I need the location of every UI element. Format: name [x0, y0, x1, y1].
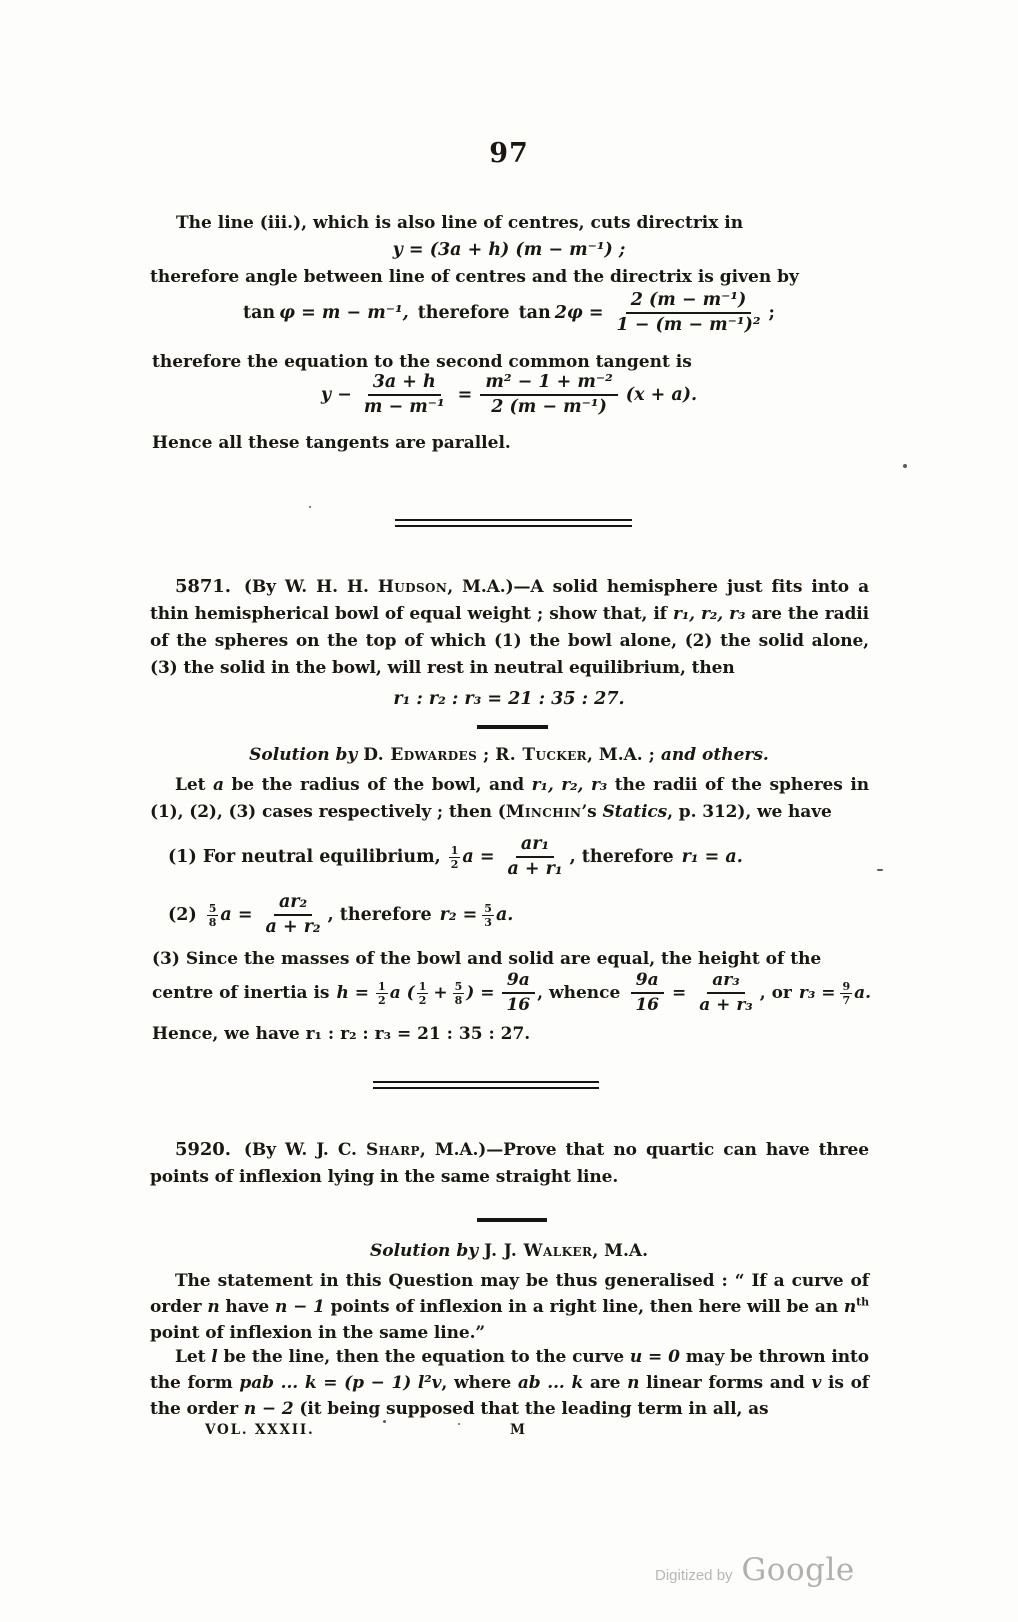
var-n-2: n: [843, 1297, 857, 1317]
equals-sign: =: [457, 385, 473, 405]
eq2-fraction: [261, 892, 326, 938]
mini-numerator: 1: [418, 979, 427, 993]
eq3-result-a: a.: [854, 983, 872, 1003]
fraction-numerator: ar₂: [274, 892, 312, 916]
text-d: point of inflexion in the same line.”: [150, 1323, 486, 1343]
text-a: Let: [175, 1347, 212, 1367]
fraction-denominator: 2 (m − m⁻¹): [491, 397, 607, 417]
eq2-lead: (2): [168, 905, 197, 925]
th-superscript: th: [856, 1295, 869, 1309]
eq3-a-paren: a (: [389, 983, 415, 1003]
section-divider: [395, 519, 632, 527]
ratio-equation: r₁ : r₂ : r₃ = 21 : 35 : 27.: [393, 689, 625, 709]
var-n: n: [627, 1373, 640, 1393]
signature-mark: M: [510, 1422, 525, 1438]
eq1-therefore: , therefore: [569, 847, 674, 867]
eq2-therefore: , therefore: [327, 905, 432, 925]
eq1-result: r₁ = a.: [681, 847, 743, 867]
text-f: linear forms and: [639, 1373, 812, 1393]
solver-name-2: R. Tucker: [495, 745, 588, 765]
mini-numerator: 9: [842, 979, 851, 993]
section-divider: [373, 1081, 599, 1089]
text-a: Let: [175, 775, 213, 795]
byline-prefix: (By W. H. H.: [243, 577, 378, 597]
mini-denominator: 2: [378, 993, 386, 1007]
fraction-denominator: 16: [506, 995, 531, 1015]
solution-by-label: Solution by: [249, 745, 364, 765]
problem-5920: [150, 1136, 869, 1191]
nine-sevenths-fraction: [840, 981, 852, 1006]
equation-3-line-2: [152, 968, 871, 1018]
page-number: 97: [489, 138, 529, 169]
and-others-label: and others.: [660, 745, 769, 765]
solution-5871-paragraph: [150, 772, 869, 826]
minchin-name: Minchin: [505, 802, 582, 822]
var-l: l: [211, 1347, 218, 1367]
eq3-h-equals: h =: [336, 983, 370, 1003]
mini-numerator: 1: [378, 979, 386, 993]
fraction-numerator: 2 (m − m⁻¹): [626, 290, 752, 314]
author-name: Sharp: [365, 1140, 420, 1160]
intro-line-2: therefore angle between line of centres and the directrix is given by: [150, 267, 799, 287]
one-half-fraction-2: [417, 981, 429, 1006]
fraction-numerator: ar₃: [707, 970, 744, 994]
text-b: be the line, then the equation to the curve: [217, 1347, 630, 1367]
var-a: a: [212, 775, 224, 795]
fraction-numerator: 9a: [631, 970, 664, 994]
radii-variables: r₁, r₂, r₃: [531, 775, 608, 795]
solution-by-label: Solution by: [369, 1241, 485, 1261]
nine-a-sixteenths-2: [630, 970, 664, 1016]
text-c: points of inflexion in a right line, then here will be an: [324, 1297, 844, 1317]
directrix-equation: y = (3a + h) (m − m⁻¹) ;: [392, 240, 626, 260]
fraction-denominator: m − m⁻¹: [363, 397, 445, 417]
mini-denominator: 2: [450, 857, 459, 871]
text-b: have: [219, 1297, 275, 1317]
digitized-by-label: Digitized by: [655, 1567, 733, 1584]
expr-abk: ab ... k: [517, 1373, 584, 1393]
mini-denominator: 2: [418, 993, 427, 1007]
fraction-1: [359, 372, 450, 418]
text-e: are: [583, 1373, 628, 1393]
text-b: be the radius of the bowl, and: [223, 775, 532, 795]
semicolon: ;: [768, 303, 776, 323]
tan-fraction: [612, 290, 766, 336]
fraction-numerator: 9a: [502, 970, 535, 994]
five-thirds-fraction: [482, 903, 494, 928]
fraction-numerator: m² − 1 + m⁻²: [480, 372, 617, 396]
equals-sign: =: [672, 983, 687, 1003]
google-logo: Google: [741, 1552, 855, 1588]
solution-5920-heading: [0, 1238, 1018, 1265]
text-g: is of the order: [150, 1373, 870, 1419]
eq3-whence: , whence: [537, 983, 621, 1003]
eq1-a-equals: a =: [462, 847, 495, 867]
expr-u-0: u = 0: [629, 1347, 680, 1367]
text-d: ’s: [581, 802, 603, 822]
equation-1: [168, 832, 743, 882]
eq1-lead: (1) For neutral equilibrium,: [168, 847, 441, 867]
fraction-numerator: ar₁: [516, 834, 554, 858]
solution-rule: [477, 1218, 547, 1222]
expr-n-minus-1: n − 1: [274, 1297, 325, 1317]
five-eighths-fraction: [207, 903, 219, 928]
tan-expr-2: 2φ =: [554, 303, 604, 323]
problem-text-a: , M.A.)—A solid hemisphere just fits into a thin hemispherical bowl of equal weight ; show that, if: [150, 577, 869, 624]
fraction-denominator: a + r₁: [507, 859, 563, 879]
mini-numerator: 5: [208, 901, 217, 915]
solution-rule: [477, 725, 548, 729]
text-d: , where: [441, 1373, 518, 1393]
intro-line-4: Hence all these tangents are parallel.: [152, 433, 511, 453]
eq1-fraction: [503, 834, 568, 880]
text-h: (it being supposed that the leading term in all, as: [293, 1399, 769, 1419]
eq3-or: , or: [759, 983, 792, 1003]
fraction-denominator: 16: [635, 995, 659, 1015]
scan-speck: [877, 869, 883, 871]
mini-numerator: 5: [454, 979, 463, 993]
problem-text-b: are the radii of the spheres on the top of which (1) the bowl alone, (2) the solid alone, (3) the solid in the bowl, will rest in neutral equilibrium, then: [150, 604, 869, 678]
tangent-equation: [0, 366, 1018, 424]
expr-form: pab ... k = (p − 1) l²v: [239, 1373, 442, 1393]
var-n: n: [207, 1297, 220, 1317]
solution-5920-paragraph-2: [150, 1344, 869, 1422]
text-a: The statement in this Question may be thus generalised : “ If a curve of order: [150, 1271, 869, 1317]
var-v: v: [811, 1373, 822, 1393]
equation-3-line-1: (3) Since the masses of the bowl and solid are equal, the height of the: [152, 949, 822, 969]
therefore-word: therefore: [417, 303, 510, 323]
tan-word: tan: [242, 303, 276, 323]
mini-denominator: 8: [454, 993, 463, 1007]
intro-line-1: The line (iii.), which is also line of centres, cuts directrix in: [176, 213, 744, 233]
eq3-lead: centre of inertia is: [152, 983, 330, 1003]
eq2-r2-equals: r₂ =: [439, 905, 478, 925]
separator: ;: [477, 745, 496, 765]
text-e: , p. 312), we have: [667, 802, 832, 822]
hence-line: Hence, we have r₁ : r₂ : r₃ = 21 : 35 : 27.: [152, 1024, 531, 1044]
solver-degree: , M.A.: [592, 1241, 649, 1261]
solver-name: J. J. Walker: [484, 1241, 593, 1261]
mini-denominator: 3: [484, 915, 492, 929]
tan-equation: [0, 286, 1018, 340]
tan-expr-1: φ = m − m⁻¹,: [279, 303, 409, 323]
problem-number: 5920.: [175, 1139, 231, 1160]
problem-number: 5871.: [175, 576, 231, 597]
statics-title: Statics: [602, 802, 668, 822]
expr-n-minus-2: n − 2: [243, 1399, 294, 1419]
solution-5920-paragraph-1: [150, 1268, 869, 1346]
scan-speck: [458, 1423, 460, 1425]
tan-word-2: tan: [518, 303, 551, 323]
equation-2: [168, 888, 513, 942]
fraction-denominator: a + r₃: [699, 995, 753, 1015]
fraction-numerator: 3a + h: [368, 372, 441, 396]
eq3-close-paren: ) =: [466, 983, 495, 1003]
eq3-fraction: [694, 970, 758, 1016]
problem-text: , M.A.)—Prove that no quartic can have three points of inflexion lying in the same straight line.: [150, 1140, 869, 1187]
scan-speck: [383, 1420, 386, 1423]
lhs: y −: [320, 385, 352, 405]
five-eighths-fraction: [453, 981, 465, 1006]
text-c: may be thrown into the form: [150, 1347, 869, 1393]
scan-speck: [903, 464, 907, 468]
plus-sign: +: [433, 983, 448, 1003]
fraction-2: [480, 372, 617, 418]
volume-label: VOL. XXXII.: [205, 1422, 315, 1438]
eq2-result-a: a.: [495, 905, 514, 925]
fraction-denominator: 1 − (m − m⁻¹)²: [616, 315, 761, 335]
intro-line-3: therefore the equation to the second common tangent is: [152, 352, 692, 372]
one-half-fraction: [449, 845, 461, 870]
mini-denominator: 8: [208, 915, 217, 929]
one-half-fraction: [376, 981, 388, 1006]
fraction-denominator: a + r₂: [265, 917, 321, 937]
byline-prefix: (By W. J. C.: [243, 1140, 366, 1160]
text-c: the radii of the spheres in (1), (2), (3) cases respectively ; then (: [150, 775, 869, 822]
solver-degree: , M.A. ;: [587, 745, 661, 765]
mini-denominator: 7: [842, 993, 851, 1007]
eq2-a-equals: a =: [220, 905, 253, 925]
author-name: Hudson: [377, 577, 448, 597]
digitized-watermark: [655, 1552, 855, 1588]
radii-variables: r₁, r₂, r₃: [672, 604, 746, 624]
problem-5871: [150, 573, 869, 682]
solver-name-1: D. Edwardes: [363, 745, 478, 765]
rhs-factor: (x + a).: [625, 385, 698, 405]
eq3-r3-equals: r₃ =: [798, 983, 836, 1003]
mini-numerator: 5: [484, 901, 492, 915]
scan-speck: [309, 506, 311, 508]
nine-a-sixteenths: [501, 970, 535, 1016]
mini-numerator: 1: [450, 843, 459, 857]
solution-5871-heading: [0, 742, 1018, 769]
